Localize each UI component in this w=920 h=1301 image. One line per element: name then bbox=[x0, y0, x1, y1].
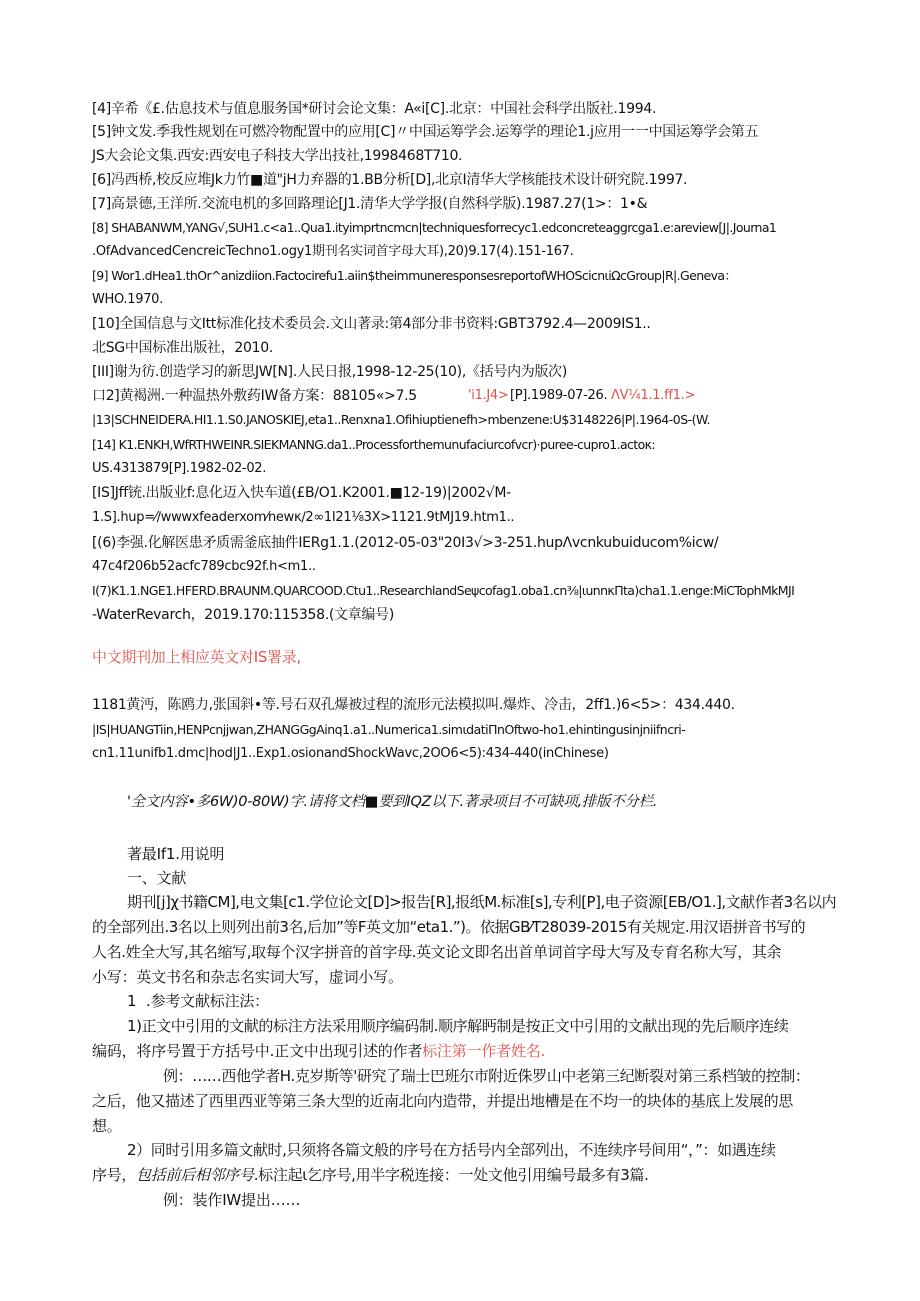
example-reference-cont-2: cn1.11unifb1.dmc|hod|J1..Exp1.osionandShockWavc,2OO6<5):434-440(inChinese) bbox=[92, 746, 609, 761]
guide-para-1-line-3: 人名.姓全大写,其名缩写,取每个汉字拼音的首字母.英文论文即名出首单词首字母大写及专育名称大写，其余 bbox=[92, 943, 782, 961]
guide-para-3-line-1: 2）同时引用多篇文献时,只须将各篇文般的序号在方括号内全部列出，不连续序号间用“，”：如遇连续 bbox=[127, 1141, 776, 1159]
reference-12: 口2]黄褐洲.一种温热外敷药IW备方案：88105«>7.5 bbox=[92, 388, 417, 404]
reference-5: [5]钟文发.季我性规划在可燃冷物配置中的应用[C]〃中国运筹学会.运筹学的理论1.j应用一一中国运筹学会第五 bbox=[92, 124, 759, 140]
reference-8: [8] SHABANWM,YANG√,SUH1.c<a1..Qua1.ityimprtncmcn|techniquesforrecyc1.edconcreteaggrcga1.e:areview[J|.Journa1 bbox=[92, 220, 777, 235]
guide-title: 著最If1.用说明 bbox=[127, 845, 225, 863]
reference-10: [10]全国信息与文Itt标准化技术委员会.文山著录:第4部分非书资料:GBT3792.4—2009IS1.. bbox=[92, 316, 651, 332]
reference-12-note: 'i1.J4> bbox=[468, 388, 509, 403]
reference-5-cont: JS大会论文集.西安:西安电子科技大学出技社,1998468T710. bbox=[92, 148, 463, 164]
guide-para-3-text-a: 序号， bbox=[92, 1166, 137, 1184]
reference-14-cont: US.4313879[P].1982-02-02. bbox=[92, 461, 267, 476]
format-note: '全文内容•多6W)0-80W)字.请将文档■要到IQZ以下.著录项目不可缺项,排版不分栏. bbox=[127, 794, 658, 810]
guide-para-1-line-1: 期刊[j]χ书籍CM],电文集[c1.学位论文[D]>报告[R],报纸M.标准[s],专利[P],电子资源[EB/O1.],文献作者3名以内 bbox=[127, 893, 837, 911]
reference-16-cont: 47c4f206b52acfc789cbc92f.h<m1.. bbox=[92, 559, 316, 574]
section-cn-title: 中文期刊加上相应英文对IS署录, bbox=[92, 648, 301, 666]
reference-11: [III]谢为彷.创造学习的新思JW[N].人民日报,1998-12-25(10),《括号内为版次) bbox=[92, 364, 568, 380]
reference-17: I(7)K1.1.NGE1.HFERD.BRAUNM.QUARCOOD.Ctu1..ResearchlandSeψcofag1.oba1.cn⅜|ιunnκΠta)cha1.1.enge:MiCTophMkMJI bbox=[92, 583, 795, 598]
reference-14: [14] K1.ENKH,WfRTHWEINR.SIEKMANNG.da1..Processforthemunufaciurcofvcr)·puree-cupro1.actoκ: bbox=[92, 437, 656, 452]
reference-13: |13|SCHNEIDERA.HI1.1.S0.JANOSKIEJ,eta1..Renxna1.Ofihiuptienefh>mbenzene:U$3148226|P|.1964-0S-(W. bbox=[92, 412, 710, 427]
guide-para-3-line-2 bbox=[92, 1166, 649, 1184]
reference-15-cont: 1.S].hup=⁄∕wwwxfeaderxom⁄newκ∕2∞1I21⅛3X>1121.9tMJ19.htm1.. bbox=[92, 510, 515, 525]
guide-para-1-line-4: 小写：英文书名和杂志名实词大写，虚词小写。 bbox=[92, 968, 403, 986]
example-reference: 1181黄沔，陈鸥力,张国斜•等.号石双孔爆被过程的流形元法模拟叫.爆炸、冷击，2ff1.)6<5>：434.440. bbox=[92, 697, 735, 713]
guide-para-2-text: 编码，将序号置于方括号中.正文中出现引述的作者 bbox=[92, 1042, 423, 1060]
reference-15: [IS]Jff铳.出版业f:息化迈入快车道(£B/O1.K2001.■12-19)|2002√M- bbox=[92, 485, 511, 501]
reference-8-cont: .OfAdvancedCencreicTechno1.ogy1期刊名实词首字母大耳),20)9.17(4).151-167. bbox=[92, 244, 574, 259]
guide-para-3-text-b: .标注起ι乞序号,用半字税连接：一处文他引用编号最多有3篇. bbox=[253, 1166, 649, 1184]
reference-7: [7]高景德,王洋所.交流电机的多回路理论[J1.清华大学学报(自然科学版).1987.27(1>：1•& bbox=[92, 196, 648, 212]
reference-6: [6]冯西桥,校反应堆Jk力竹■道"jH力弃器的1.BB分析[D],北京I清华大学核能技术设计研究院.1997. bbox=[92, 172, 688, 188]
example-2: 例：装作IW提出…… bbox=[163, 1191, 301, 1209]
example-1-line-1: 例：……西他学者H.克岁斯等'研究了瑞士巴班尔市附近侏罗山中老第三纪断裂对第三系档皱的控制： bbox=[163, 1067, 810, 1085]
guide-para-2-highlight: 标注第一作者姓名. bbox=[422, 1042, 546, 1060]
reference-4: [4]辛希《£.估息技术与值息服务国*研讨会论文集：A«i[C].北京：中国社会科学出版社.1994. bbox=[92, 101, 657, 117]
example-reference-cont-1: |IS|HUANGTiin,HENPcnjjwan,ZHANGGgAinq1.a1..Numerica1.simιdatiΠnOftwo-ho1.ehintingusinjniifncri- bbox=[92, 722, 686, 737]
reference-17-cont: -WaterRevarch，2019.170:115358.(文章编号) bbox=[92, 607, 394, 623]
guide-item-1-number: 1 bbox=[127, 992, 137, 1010]
guide-section-1: 一、文献 bbox=[127, 869, 187, 887]
reference-10-cont: 北SG中国标准出版社，2010. bbox=[92, 340, 274, 356]
reference-9: [9] Wor1.dHea1.thOr^anizdiion.Factocirefu1.aiin$theimmuneresponsesreportofWHOScicnιiΩcGroup|R|.Geneva： bbox=[92, 268, 737, 283]
example-1-line-3: 想。 bbox=[92, 1117, 122, 1135]
guide-item-1-title: .参考文献标注法： bbox=[146, 992, 269, 1010]
example-1-line-2: 之后，他又描述了西里西亚等第三条大型的近南北向内造带，并提出地槽是在不均一的块体的基底上发展的思 bbox=[92, 1092, 793, 1110]
guide-para-1-line-2: 的全部列出.3名以上则列出前3名,后加”等F英文加“eta1.”)。依据GB⁄T28039-2015有关规定.用汉语拼音书写的 bbox=[92, 918, 806, 936]
reference-16: [(6)李强.化解医患矛质需釜底抽件IERg1.1.(2012-05-03"20I3√>3-251.hupΛvcnkubuiducom%icw/ bbox=[92, 535, 719, 551]
reference-12-tail: ΛV¼1.1.ff1.> bbox=[611, 388, 696, 403]
reference-12-date: [P].1989-07-26. bbox=[510, 388, 608, 403]
guide-para-3-italic: 包括前后相邻序号 bbox=[136, 1166, 254, 1184]
guide-para-2-line-2 bbox=[92, 1042, 545, 1060]
guide-para-2-line-1: 1)正文中引用的文献的标注方法采用顺序编码制.顺序解眄制是按正文中引用的文献出现的先后顺序连续 bbox=[127, 1017, 789, 1035]
reference-9-cont: WHO.1970. bbox=[92, 292, 163, 307]
